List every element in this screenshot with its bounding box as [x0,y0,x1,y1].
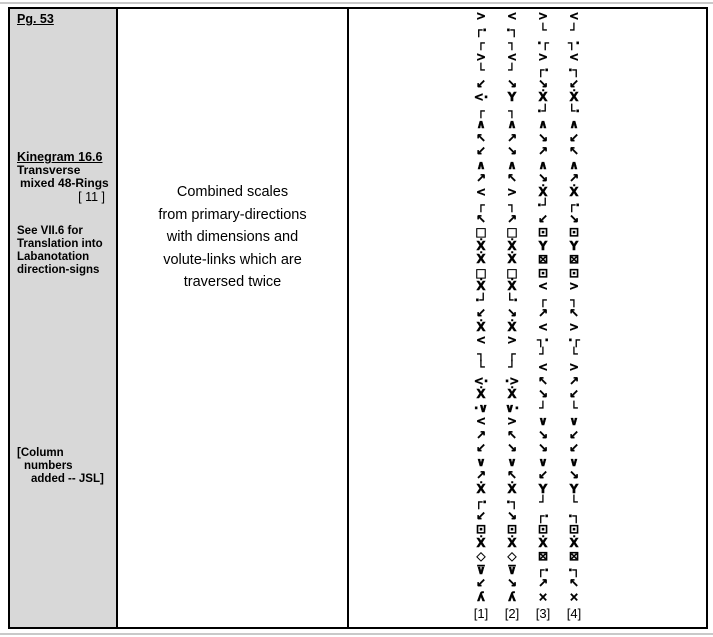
notation-glyph: ↗ [506,130,518,145]
notation-glyph: ┘ [539,346,547,361]
notation-glyph: ∨ [476,454,486,469]
notation-glyph: ◇ [476,549,486,563]
notation-glyph: ↘ [537,387,549,401]
notation-glyph: ↙ [475,306,487,320]
notation-glyph: ↙ [537,468,549,482]
notation-glyph: ↗ [506,211,518,226]
notation-glyph: ┘ [570,22,578,37]
notation-glyph: > [568,319,580,334]
notation-glyph: ↘ [537,441,549,455]
notation-glyph: ·┐ [568,63,580,77]
notation-glyph: Ẋ [507,279,517,293]
notation-glyph: ↗ [475,468,487,482]
notation-glyph: ·┐ [568,562,580,577]
notation-column-1 [473,10,490,621]
notation-glyph: > [537,49,549,64]
notation-glyph: ʎ [477,589,485,604]
notation-glyph: ⊡ [568,265,580,280]
notation-glyph: ·┐ [506,22,518,37]
notation-glyph: ┐· [537,333,549,347]
notation-glyph: < [537,279,549,293]
notation-glyph: ∨ [569,414,579,428]
notation-column-label-4: [4] [566,606,582,621]
kinegram-heading-block [17,151,113,204]
notation-glyph: └ [477,360,485,374]
notation-glyph: ·┌ [568,333,580,347]
notation-glyph: ⊡ [568,225,580,239]
notation-glyph: └ [570,400,578,415]
notation-glyph: ⊡ [475,522,487,536]
notation-cell [349,9,706,627]
notation-glyph: <· [473,90,489,104]
see-note-line: direction-signs [17,264,100,276]
notation-glyph: ⊠ [537,252,549,266]
notation-glyph: Ẋ [476,238,486,253]
notation-glyph: ┌ [477,103,485,118]
notation-glyph: ↗ [537,306,549,320]
notation-glyph: < [506,9,518,23]
notation-glyph: ∧ [507,117,517,131]
page-reference: Pg. 53 [17,12,54,26]
notation-glyph: < [537,319,549,334]
notation-glyph: └· [506,292,518,307]
notation-glyph: Y [538,481,548,496]
notation-glyph: ·┐ [568,508,580,523]
notation-glyph: Ẋ [476,535,486,550]
notation-glyph: Ẋ [476,481,486,496]
notation-glyph: Y [569,238,579,253]
notation-glyph: ┘ [539,495,547,509]
notation-glyph: × [568,589,580,604]
notation-glyph: ∨ [507,454,517,469]
notation-glyph: ↘ [506,441,518,455]
description-cell [118,9,349,627]
notation-glyph: ↘ [537,171,549,185]
notation-glyph: Ẋ [476,252,486,266]
notation-glyph: ⊡ [537,225,549,239]
notation-glyph: □ [475,225,487,239]
kinegram-subtitle-line: Transverse [17,163,81,177]
notation-glyph: > [475,49,487,64]
see-note-line: Translation into [17,238,103,250]
notation-glyph: ∧ [476,117,486,131]
notation-glyph: ↘ [506,508,518,523]
description-line: traversed twice [183,274,282,290]
scan-edge-artifact-bottom [0,633,713,635]
notation-glyph: > [537,9,549,23]
notation-glyph: ┌· [537,508,549,523]
notation-glyph: ⊠ [537,549,549,563]
notation-glyph: □ [506,225,518,239]
notation-glyph: < [475,333,487,347]
notation-glyph: ∧ [569,117,579,131]
notation-glyph: Y [507,90,517,104]
notation-glyph: ↘ [506,144,518,158]
notation-glyph: ↗ [537,576,549,590]
notation-glyph: × [537,589,549,604]
notation-glyph: □ [506,265,518,280]
notation-glyph: ┌· [475,22,487,37]
notation-glyph: ∨ [538,454,548,469]
notation-glyph: ↘ [568,468,580,482]
notation-glyph: ·┌ [537,36,549,50]
notation-glyph: < [568,49,580,64]
notation-glyph: ↘ [568,211,580,226]
notation-glyph: ∨ [569,454,579,469]
notation-glyph: ∨ [538,414,548,428]
notation-glyph: ┐ [508,36,516,50]
column-numbers-note [17,447,113,486]
notation-glyph: Y [538,238,548,253]
notation-glyph: < [537,360,549,374]
notation-glyph: ∧ [569,157,579,172]
notation-glyph: ┌ [477,198,485,212]
kinegram-subtitle-line: mixed 48-Rings [20,176,109,190]
notation-glyph: ↙ [475,576,487,590]
notation-glyph: ʎ [508,589,516,604]
notation-glyph: Ẋ [569,90,579,104]
see-reference-note [17,225,113,277]
notation-glyph: ↗ [475,171,487,185]
notation-glyph: ⊽ [476,562,486,577]
notation-glyph: <· [473,373,489,388]
notation-glyph: ┌· [537,562,549,577]
notation-column-label-3: [3] [535,606,551,621]
notation-glyph: Ẋ [538,184,548,199]
notation-glyph: > [568,360,580,374]
notation-glyph: ↙ [475,508,487,523]
notation-column-2 [504,10,521,621]
notation-glyph: < [475,184,487,199]
notation-glyph: ↘ [506,306,518,320]
notation-glyph: > [506,414,518,428]
notation-glyph: ⊡ [537,265,549,280]
notation-glyph: ↖ [568,576,580,590]
notation-glyph: ┌· [568,198,580,212]
notation-glyph: < [568,9,580,23]
notation-glyph: ∧ [476,157,486,172]
notation-glyph: ┌· [537,63,549,77]
notation-column-label-2: [2] [504,606,520,621]
notation-glyph: Ẋ [538,90,548,104]
column-note-line: added -- JSL] [31,473,104,485]
notation-glyph: ↙ [475,76,487,91]
notation-glyph: ·> [504,373,520,388]
notation-glyph: ∨· [504,400,520,415]
description-text [118,181,347,294]
notation-glyph: └· [568,103,580,118]
notation-glyph: ┘ [508,360,516,374]
notation-glyph: ┐ [508,103,516,118]
description-line: with dimensions and [166,229,299,245]
sidebar-cell [10,9,118,627]
notation-column-label-1: [1] [473,606,489,621]
notation-glyph: ↘ [537,76,549,91]
notation-glyph: ↘ [506,76,518,91]
kinegram-title: Kinegram 16.6 [17,150,103,164]
notation-glyph: ┐ [508,198,516,212]
notation-glyph: ∧ [507,157,517,172]
notation-glyph: └ [570,346,578,361]
notation-glyph: > [568,279,580,293]
notation-glyph: ⊡ [506,522,518,536]
notation-glyph: ↘ [506,576,518,590]
notation-glyph: ·┘ [537,103,549,118]
notation-glyph: └ [539,22,547,37]
notation-glyph: Ẋ [476,319,486,334]
notation-glyph: ↗ [568,373,580,388]
notation-glyph: ↗ [475,427,487,442]
notation-glyph: Y [569,481,579,496]
notation-column-3 [535,10,552,621]
description-line: Combined scales [176,184,289,200]
notation-glyph: Ẋ [507,535,517,550]
notation-glyph: Ẋ [569,535,579,550]
notation-glyph: ↙ [568,387,580,401]
notation-glyph: ·∨ [473,400,489,415]
notation-glyph: ↙ [568,427,580,442]
notation-glyph: ↙ [568,76,580,91]
notation-glyph: ·┘ [475,292,487,307]
notation-glyph: ┐· [568,36,580,50]
notation-glyph: ⊡ [568,522,580,536]
notation-glyph: Ẋ [569,184,579,199]
notation-glyph: ↗ [537,144,549,158]
notation-glyph: < [506,49,518,64]
notation-glyph: Ẋ [507,252,517,266]
notation-glyph: ·┘ [537,198,549,212]
column-note-line: [Column [17,447,64,459]
notation-glyph: ↖ [568,306,580,320]
notation-glyph: ↗ [568,171,580,185]
notation-glyph: Ẋ [538,535,548,550]
description-line: from primary-directions [158,206,307,223]
notation-glyph: ↙ [568,130,580,145]
notation-glyph: Ẋ [476,279,486,293]
notation-glyph: ⊽ [507,562,517,577]
notation-glyph: Ẋ [507,319,517,334]
notation-glyph: ↖ [537,373,549,388]
notation-glyph: ┘ [539,400,547,415]
column-note-line: numbers [24,460,73,472]
notation-glyph: ⊡ [537,522,549,536]
notation-glyph: ⊠ [568,549,580,563]
notation-glyph: ↖ [506,171,518,185]
notation-glyph: ┌ [477,36,485,50]
notation-glyph: ⊠ [568,252,580,266]
notation-strip [473,10,583,621]
notation-glyph: ↖ [475,130,487,145]
scan-edge-artifact-top [0,2,713,4]
notation-glyph: ↖ [506,468,518,482]
notation-glyph: ┐ [477,346,485,361]
document-table [8,7,708,629]
notation-glyph: < [475,414,487,428]
notation-glyph: ┌ [539,292,547,307]
description-line: volute-links which are [163,251,302,268]
notation-glyph: > [506,333,518,347]
notation-glyph: Ẋ [476,387,486,401]
notation-glyph: > [475,9,487,23]
notation-glyph: Ẋ [507,238,517,253]
kinegram-number: [ 11 ] [78,190,105,204]
notation-glyph: □ [475,265,487,280]
notation-glyph: ◇ [507,549,517,563]
notation-glyph: ↘ [537,427,549,442]
notation-glyph: Ẋ [507,481,517,496]
notation-glyph: ↙ [537,211,549,226]
notation-glyph: ↖ [506,427,518,442]
notation-glyph: Ẋ [507,387,517,401]
notation-glyph: ↘ [537,130,549,145]
notation-glyph: ↖ [475,211,487,226]
notation-glyph: ∧ [538,117,548,131]
notation-glyph: ┌ [508,346,516,361]
notation-glyph: ┐ [570,292,578,307]
notation-glyph: ↙ [475,144,487,158]
notation-glyph: ↖ [568,144,580,158]
notation-glyph: ↙ [475,441,487,455]
notation-glyph: └ [477,63,485,77]
notation-glyph: ┌· [475,495,487,509]
notation-glyph: ┘ [508,63,516,77]
notation-glyph: ↙ [568,441,580,455]
notation-glyph: ∧ [538,157,548,172]
notation-column-4 [566,10,583,621]
notation-glyph: └ [570,495,578,509]
notation-glyph: ·┐ [506,495,518,509]
see-note-line: See VII.6 for [17,225,83,237]
notation-glyph: > [506,184,518,199]
see-note-line: Labanotation [17,251,90,263]
